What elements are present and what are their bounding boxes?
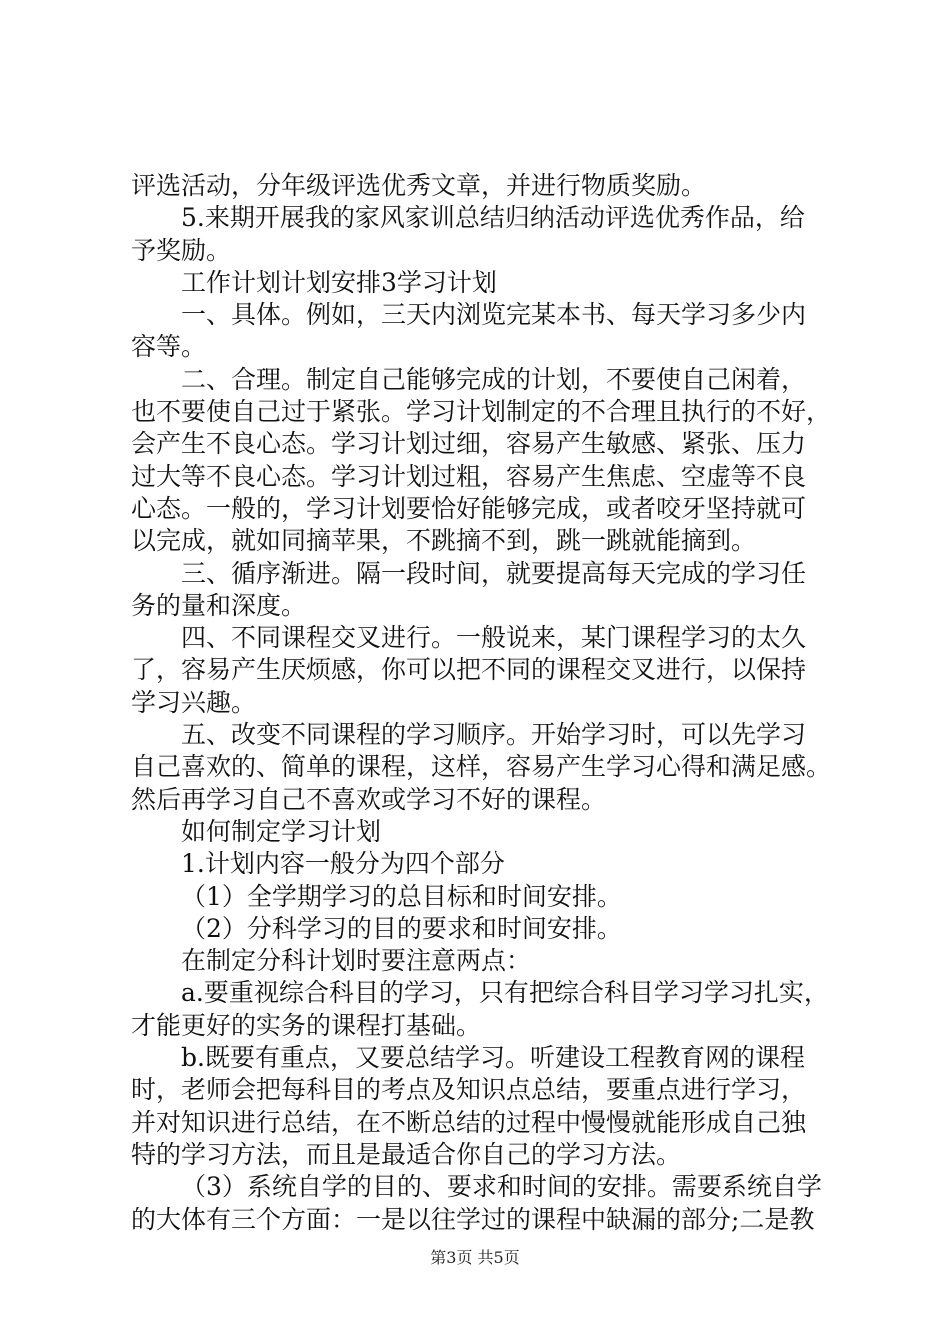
text-line: 工作计划计划安排3学习计划 <box>181 267 497 297</box>
text-line: 过大等不良心态。学习计划过粗，容易产生焦虑、空虚等不良 <box>131 461 807 491</box>
text-line: 在制定分科计划时要注意两点： <box>181 946 532 976</box>
document-body <box>131 170 831 1236</box>
text-line: 二、合理。制定自己能够完成的计划，不要使自己闲着， <box>181 364 807 394</box>
text-line: 特的学习方法，而且是最适合你自己的学习方法。 <box>131 1139 682 1169</box>
text-line: 四、不同课程交叉进行。一般说来，某门课程学习的太久 <box>181 623 807 653</box>
text-line: b.既要有重点，又要总结学习。听建设工程教育网的课程 <box>181 1043 805 1073</box>
text-line: 才能更好的实务的课程打基础。 <box>131 1010 482 1040</box>
text-line: 自己喜欢的、简单的课程，这样，容易产生学习心得和满足感。 <box>131 752 832 782</box>
text-line: 三、循序渐进。隔一段时间，就要提高每天完成的学习任 <box>181 558 807 588</box>
text-line: 容等。 <box>131 332 207 362</box>
page-footer: 第3页 共5页 <box>430 1248 520 1267</box>
text-line: 予奖励。 <box>131 235 232 265</box>
text-line: 五、改变不同课程的学习顺序。开始学习时，可以先学习 <box>181 720 807 750</box>
text-line: 一、具体。例如，三天内浏览完某本书、每天学习多少内 <box>181 300 807 330</box>
text-line: 也不要使自己过于紧张。学习计划制定的不合理且执行的不好， <box>131 397 832 427</box>
text-line: 1.计划内容一般分为四个部分 <box>181 849 505 879</box>
text-line: 然后再学习自己不喜欢或学习不好的课程。 <box>131 784 607 814</box>
text-line: 务的量和深度。 <box>131 590 307 620</box>
text-line: 如何制定学习计划 <box>181 816 382 846</box>
text-line: 5.来期开展我的家风家训总结归纳活动评选优秀作品，给 <box>181 203 805 233</box>
text-line: 评选活动，分年级评选优秀文章，并进行物质奖励。 <box>131 171 707 200</box>
text-line: 了，容易产生厌烦感，你可以把不同的课程交叉进行，以保持 <box>131 655 807 685</box>
text-line: （2）分科学习的目的要求和时间安排。 <box>181 913 622 943</box>
text-line: 学习兴趣。 <box>131 687 257 717</box>
text-line: 会产生不良心态。学习计划过细，容易产生敏感、紧张、压力 <box>131 429 807 459</box>
text-line: 时，老师会把每科目的考点及知识点总结，要重点进行学习， <box>131 1075 807 1105</box>
text-line: 以完成，就如同摘苹果，不跳摘不到，跳一跳就能摘到。 <box>131 526 757 556</box>
text-line: 的大体有三个方面：一是以往学过的课程中缺漏的部分;二是教 <box>131 1204 815 1234</box>
text-line: a.要重视综合科目的学习，只有把综合科目学习学习扎实， <box>181 978 829 1008</box>
text-line: 心态。一般的，学习计划要恰好能够完成，或者咬牙坚持就可 <box>131 493 807 523</box>
text-line: 并对知识进行总结，在不断总结的过程中慢慢就能形成自己独 <box>131 1107 807 1137</box>
text-line: （1）全学期学习的总目标和时间安排。 <box>181 881 622 911</box>
text-line: （3）系统自学的目的、要求和时间的安排。需要系统自学 <box>181 1172 822 1202</box>
